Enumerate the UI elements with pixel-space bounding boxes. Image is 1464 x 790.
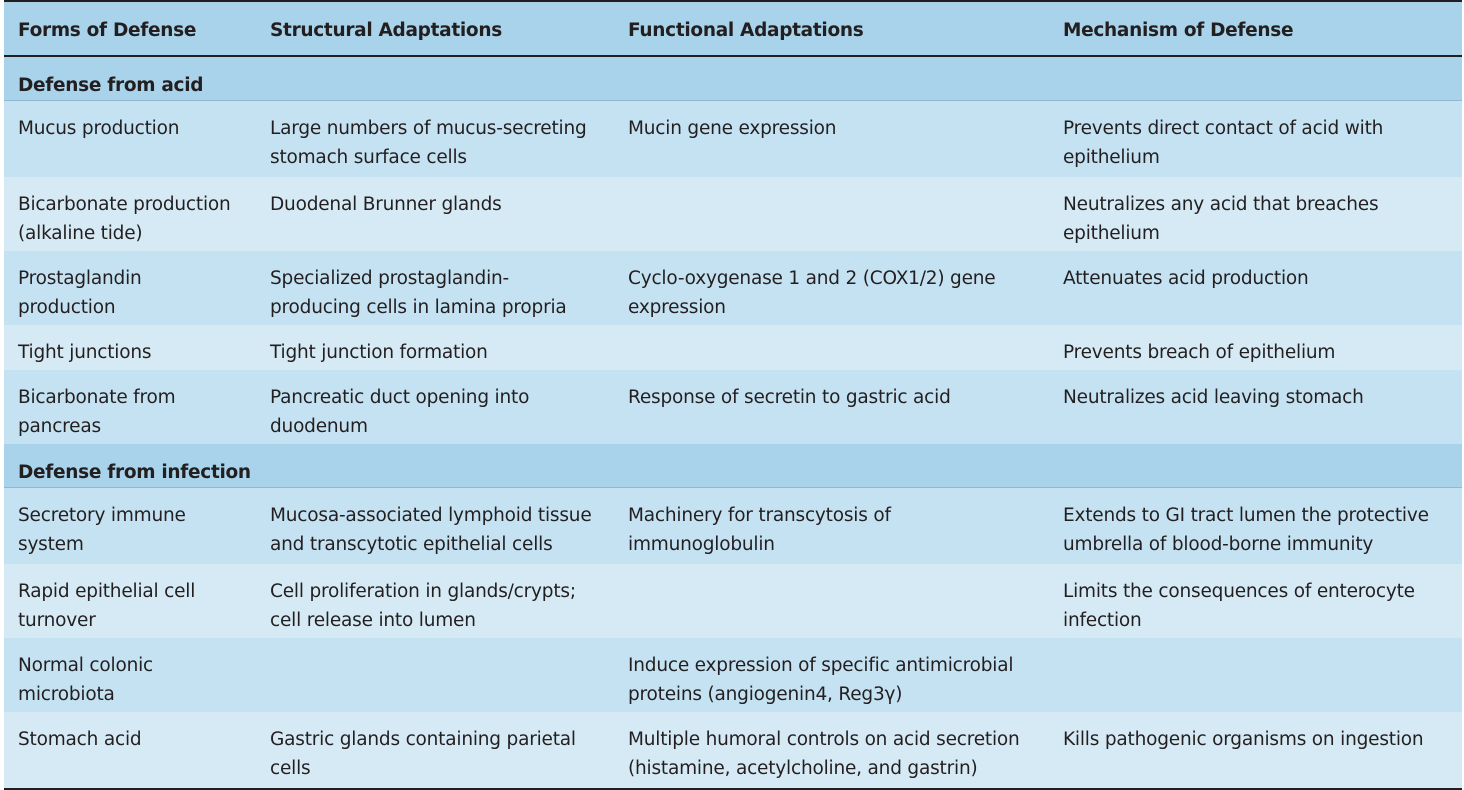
cell-line: cell release into lumen (270, 610, 476, 631)
cell-line: Response of secretin to gastric acid (628, 387, 951, 408)
header-structural-adaptations: Structural Adaptations (270, 20, 502, 41)
cell-functional (628, 383, 951, 412)
cell-structural (270, 264, 567, 322)
table-header-row (4, 2, 1462, 57)
cell-line: Prevents direct contact of acid with (1063, 118, 1384, 139)
cell-functional (628, 264, 995, 322)
cell-line: Cyclo-oxygenase 1 and 2 (COX1/2) gene (628, 268, 996, 289)
header-functional-adaptations: Functional Adaptations (628, 20, 864, 41)
cell-line: Prevents breach of epithelium (1063, 342, 1336, 363)
cell-line: umbrella of blood-borne immunity (1063, 534, 1374, 555)
cell-line: production (18, 297, 116, 318)
cell-line: Gastric glands containing parietal (270, 729, 576, 750)
cell-functional (628, 651, 1013, 709)
cell-line: epithelium (1063, 223, 1160, 244)
cell-line: Tight junctions (18, 342, 152, 363)
cell-line: turnover (18, 610, 96, 631)
cell-line: immunoglobulin (628, 534, 775, 555)
cell-mechanism (1063, 577, 1415, 635)
cell-form (18, 651, 153, 709)
table-row (4, 177, 1462, 251)
cell-line: infection (1063, 610, 1142, 631)
cell-structural (270, 338, 488, 367)
section-title: Defense from acid (18, 75, 204, 96)
table-row (4, 488, 1462, 564)
cell-functional (628, 114, 836, 143)
cell-form (18, 264, 142, 322)
cell-mechanism (1063, 190, 1378, 248)
cell-line: Bicarbonate production (18, 194, 231, 215)
cell-line: (alkaline tide) (18, 223, 143, 244)
cell-line: Cell proliferation in glands/crypts; (270, 581, 576, 602)
cell-form (18, 725, 141, 754)
cell-line: Tight junction formation (270, 342, 488, 363)
cell-line: Prostaglandin (18, 268, 142, 289)
cell-mechanism (1063, 383, 1364, 412)
cell-line: pancreas (18, 416, 101, 437)
table-row (4, 251, 1462, 325)
cell-line: Neutralizes any acid that breaches (1063, 194, 1379, 215)
table-row (4, 370, 1462, 444)
header-mechanism-of-defense: Mechanism of Defense (1063, 20, 1294, 41)
cell-line: stomach surface cells (270, 147, 467, 168)
header-forms-of-defense: Forms of Defense (18, 20, 197, 41)
cell-line: Stomach acid (18, 729, 142, 750)
section-title: Defense from infection (18, 462, 251, 483)
cell-structural (270, 114, 587, 172)
cell-line: Induce expression of specific antimicrobial (628, 655, 1014, 676)
cell-form (18, 114, 179, 143)
table-row (4, 101, 1462, 177)
cell-line: proteins (angiogenin4, Reg3γ) (628, 684, 903, 705)
section-row (4, 444, 1462, 488)
cell-mechanism (1063, 338, 1335, 367)
table-row (4, 712, 1462, 788)
cell-structural (270, 383, 529, 441)
cell-line: Large numbers of mucus-secreting (270, 118, 587, 139)
cell-line: Mucosa-associated lymphoid tissue (270, 505, 592, 526)
cell-structural (270, 501, 592, 559)
section-row (4, 57, 1462, 101)
cell-line: cells (270, 758, 311, 779)
cell-mechanism (1063, 114, 1383, 172)
cell-line: system (18, 534, 84, 555)
defense-table (4, 0, 1462, 790)
cell-line: Mucin gene expression (628, 118, 837, 139)
cell-form (18, 577, 195, 635)
cell-line: Secretory immune (18, 505, 186, 526)
cell-functional (628, 725, 1020, 783)
cell-line: Neutralizes acid leaving stomach (1063, 387, 1364, 408)
table-row (4, 564, 1462, 638)
cell-mechanism (1063, 725, 1423, 754)
cell-line: Normal colonic (18, 655, 154, 676)
cell-line: Mucus production (18, 118, 180, 139)
cell-line: producing cells in lamina propria (270, 297, 567, 318)
cell-form (18, 190, 231, 248)
table-row (4, 638, 1462, 712)
cell-line: expression (628, 297, 726, 318)
cell-line: epithelium (1063, 147, 1160, 168)
cell-structural (270, 725, 576, 783)
cell-line: Specialized prostaglandin- (270, 268, 510, 289)
cell-form (18, 338, 151, 367)
cell-form (18, 383, 175, 441)
cell-structural (270, 577, 576, 635)
cell-line: and transcytotic epithelial cells (270, 534, 553, 555)
cell-line: Rapid epithelial cell (18, 581, 196, 602)
cell-structural (270, 190, 502, 219)
cell-line: Kills pathogenic organisms on ingestion (1063, 729, 1424, 750)
cell-line: Extends to GI tract lumen the protective (1063, 505, 1429, 526)
cell-line: Duodenal Brunner glands (270, 194, 502, 215)
cell-line: Pancreatic duct opening into (270, 387, 530, 408)
cell-line: Multiple humoral controls on acid secretion (628, 729, 1020, 750)
cell-line: microbiota (18, 684, 115, 705)
table-row (4, 325, 1462, 370)
cell-mechanism (1063, 501, 1429, 559)
cell-line: Limits the consequences of enterocyte (1063, 581, 1415, 602)
cell-functional (628, 501, 891, 559)
cell-form (18, 501, 186, 559)
cell-line: (histamine, acetylcholine, and gastrin) (628, 758, 978, 779)
cell-line: duodenum (270, 416, 368, 437)
cell-mechanism (1063, 264, 1309, 293)
cell-line: Bicarbonate from (18, 387, 176, 408)
cell-line: Attenuates acid production (1063, 268, 1309, 289)
cell-line: Machinery for transcytosis of (628, 505, 891, 526)
